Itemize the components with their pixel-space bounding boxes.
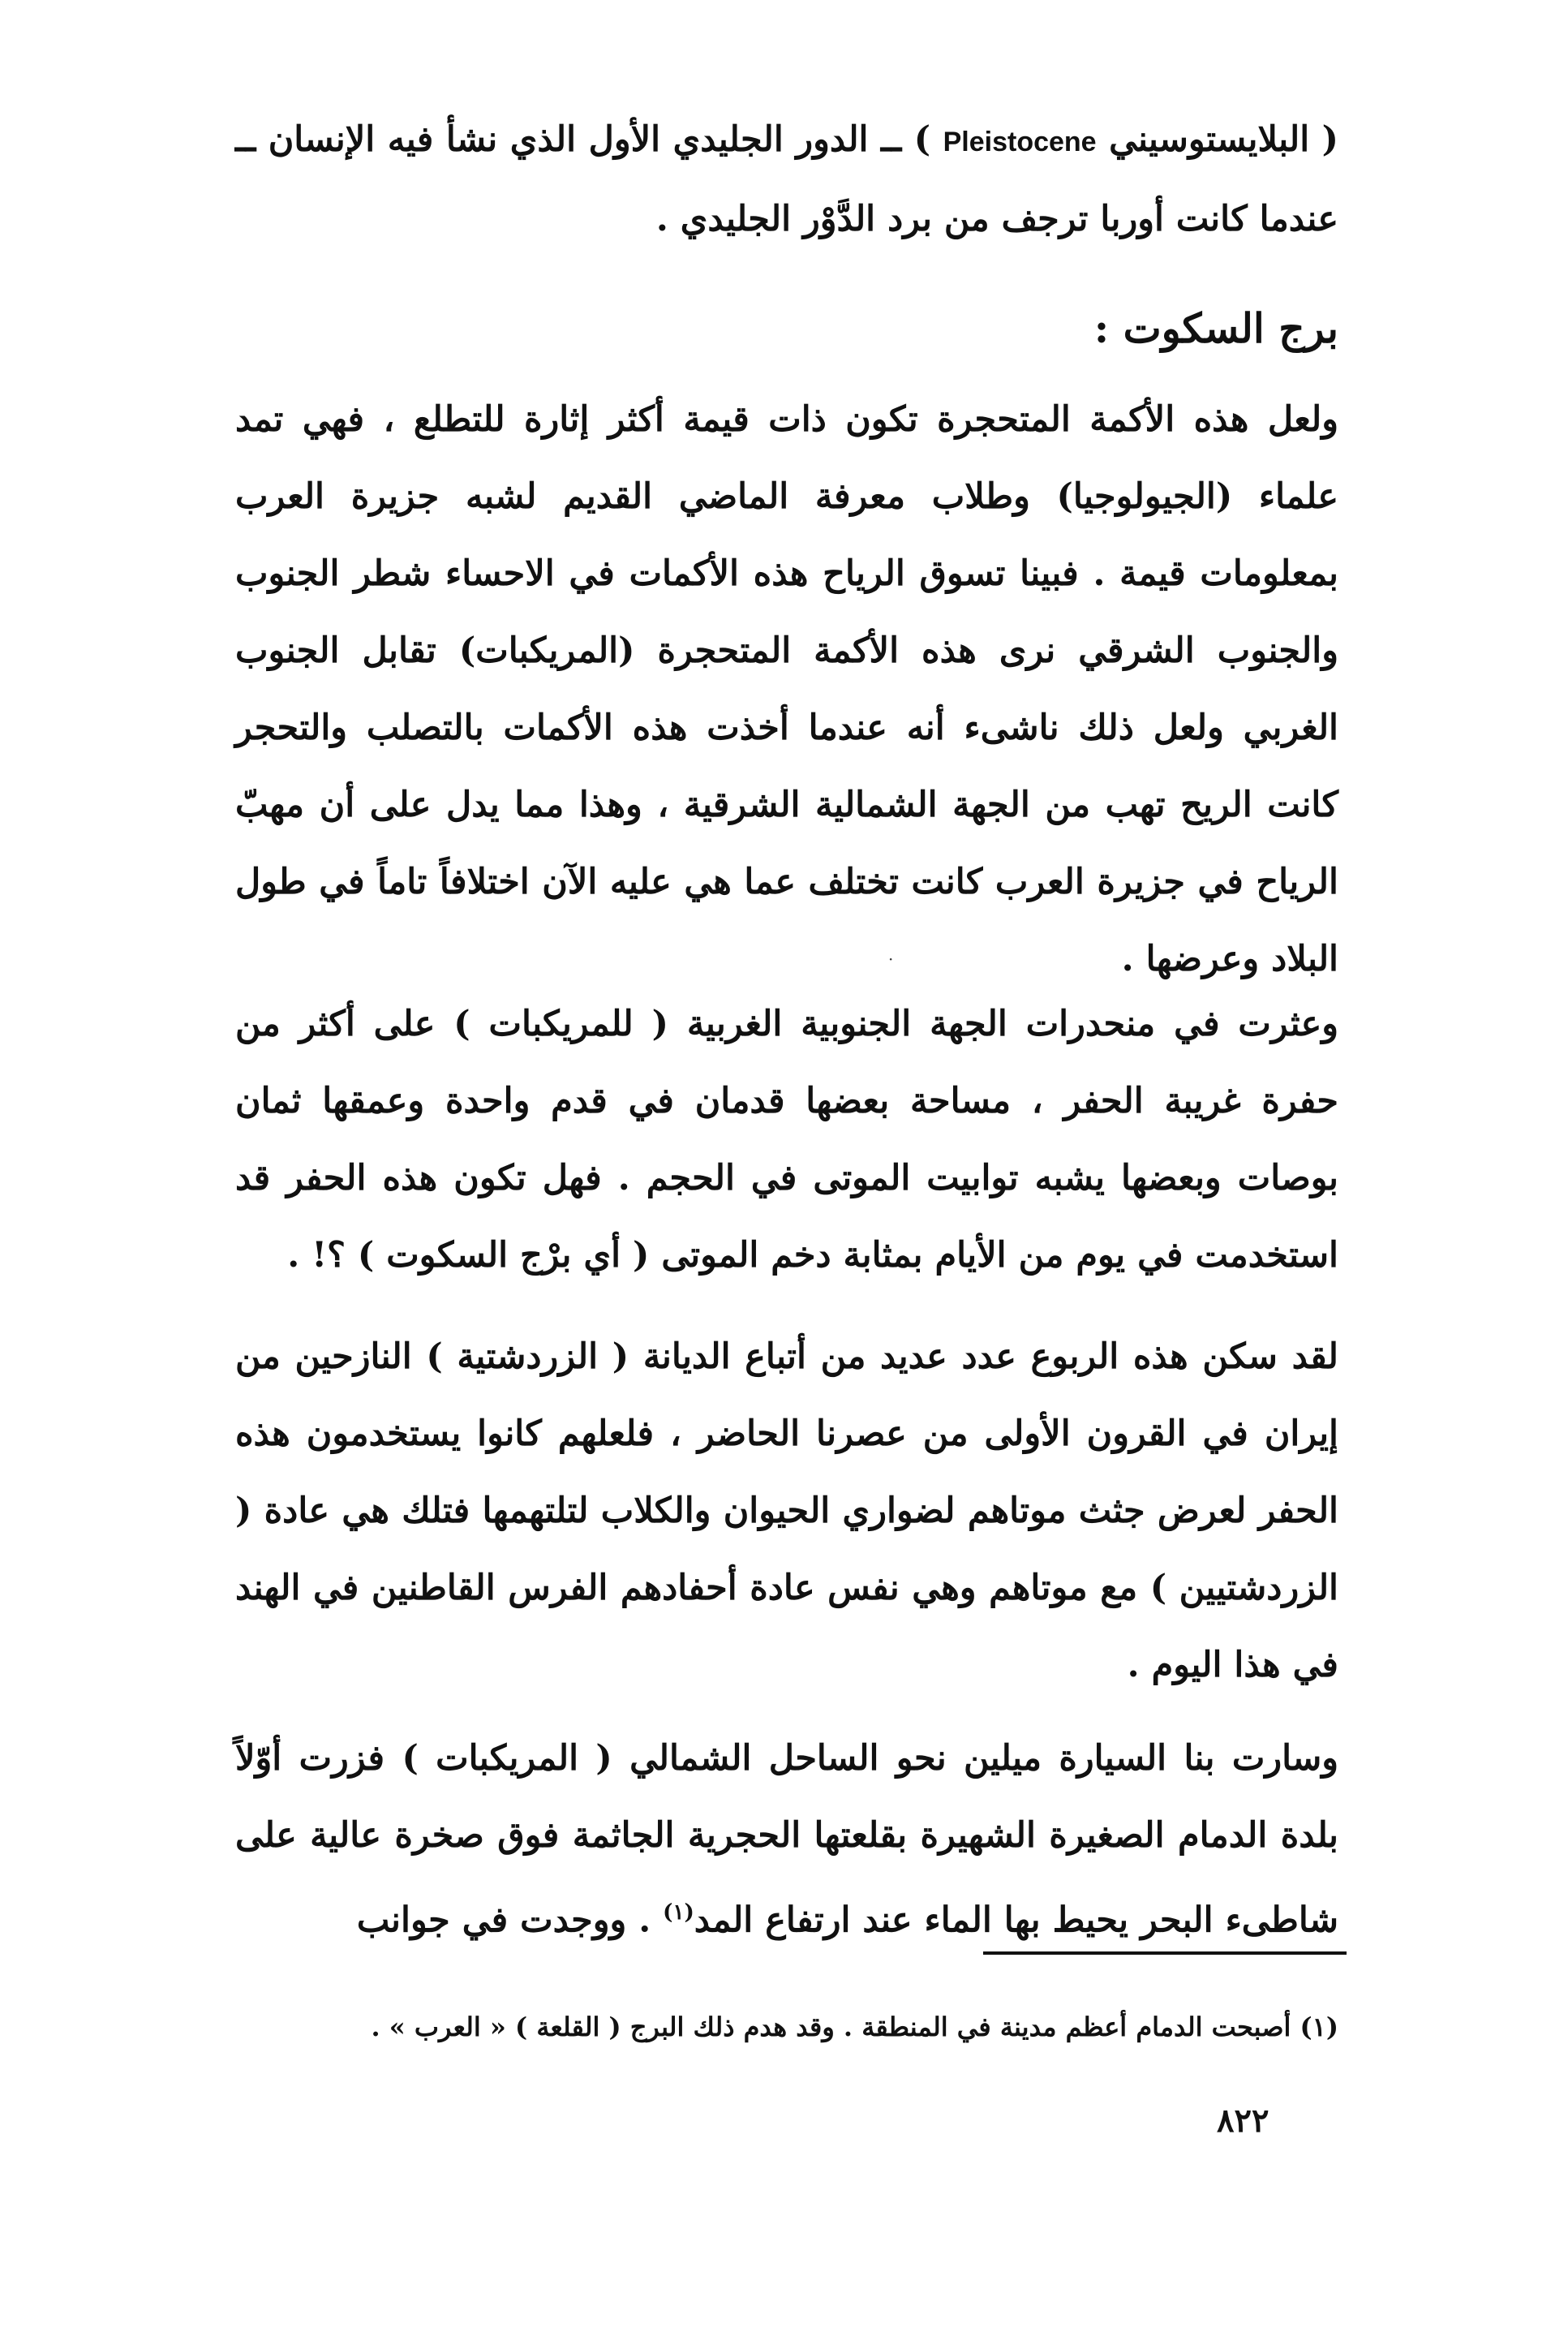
paragraph-dammam-end: . ووجدت في جوانب bbox=[356, 1900, 664, 1941]
paragraph-dammam-text: وسارت بنا السيارة ميلين نحو الساحل الشمالي ( المريكبات ) فزرت أوّلاً بلدة الدمام الصغيرة الشهيرة بقلعتها الحجرية الجاثمة فوق صخرة عالية على شاطىء البحر يحيط بها الماء عند ارتفاع المد bbox=[235, 1738, 1338, 1941]
print-speck: · bbox=[888, 949, 894, 969]
paragraph-pleistocene-start: ( البلايستوسيني bbox=[1096, 119, 1339, 160]
paragraph-pits: وعثرت في منحدرات الجهة الجنوبية الغربية ( للمريكبات ) على أكثر من حفرة غريبة الحفر ، مساحة بعضها قدمان في قدم واحدة وعمقها ثمان بوصات وبعضها يشبه توابيت الموتى في الحجم . فهل تكون هذه الحفر قد استخدمت في يوم من الأيام بمثابة دخم الموتى ( أي برْج السكوت ) ؟! . bbox=[235, 1004, 1338, 1276]
page-number: ٨٢٢ bbox=[1217, 2102, 1269, 2140]
footnote-divider bbox=[983, 1951, 1347, 1955]
section-heading: برج السكوت : bbox=[1093, 304, 1338, 352]
paragraph-petrified-hill: ولعل هذه الأكمة المتحجرة تكون ذات قيمة أكثر إثارة للتطلع ، فهي تمد علماء (الجيولوجيا) وطلاب معرفة الماضي القديم لشبه جزيرة العرب بمعلومات قيمة . فبينا تسوق الرياح هذه الأكمات في الاحساء شطر الجنوب والجنوب الشرقي نرى هذه الأكمة المتحجرة (المريكبات) تقابل الجنوب الغربي ولعل ذلك ناشىء أنه عندما أخذت هذه الأكمات بالتصلب والتحجر كانت الريح تهب من الجهة الشمالية الشرقية ، وهذا مما يدل على أن مهبّ الرياح في جزيرة العرب كانت تختلف عما هي عليه الآن اختلافاً تاماً في طول البلاد وعرضها . bbox=[235, 399, 1338, 979]
paragraph-pleistocene bbox=[235, 101, 1338, 258]
latin-term-pleistocene: Pleistocene bbox=[943, 127, 1097, 157]
footnote: (١) أصبحت الدمام أعظم مدينة في المنطقة . وقد هدم ذلك البرج ( القلعة ) « العرب » . bbox=[371, 2012, 1338, 2042]
paragraph-dammam bbox=[235, 1720, 1338, 1959]
paragraph-zoroastrians: لقد سكن هذه الربوع عدد عديد من أتباع الديانة ( الزردشتية ) النازحين من إيران في القرون الأولى من عصرنا الحاضر ، فلعلهم كانوا يستخدمون هذه الحفر لعرض جثث موتاهم لضواري الحيوان والكلاب لتلتهمها فتلك هي عادة ( الزردشتيين ) مع موتاهم وهي نفس عادة أحفادهم الفرس القاطنين في الهند في هذا اليوم . bbox=[235, 1336, 1338, 1685]
footnote-reference: (١) bbox=[663, 1900, 694, 1925]
paragraph-pleistocene-end: ) ــ الدور الجليدي الأول الذي نشأ فيه الإنسان ــ عندما كانت أوربا ترجف من برد الدَّوْر الجليدي . bbox=[235, 119, 1338, 239]
